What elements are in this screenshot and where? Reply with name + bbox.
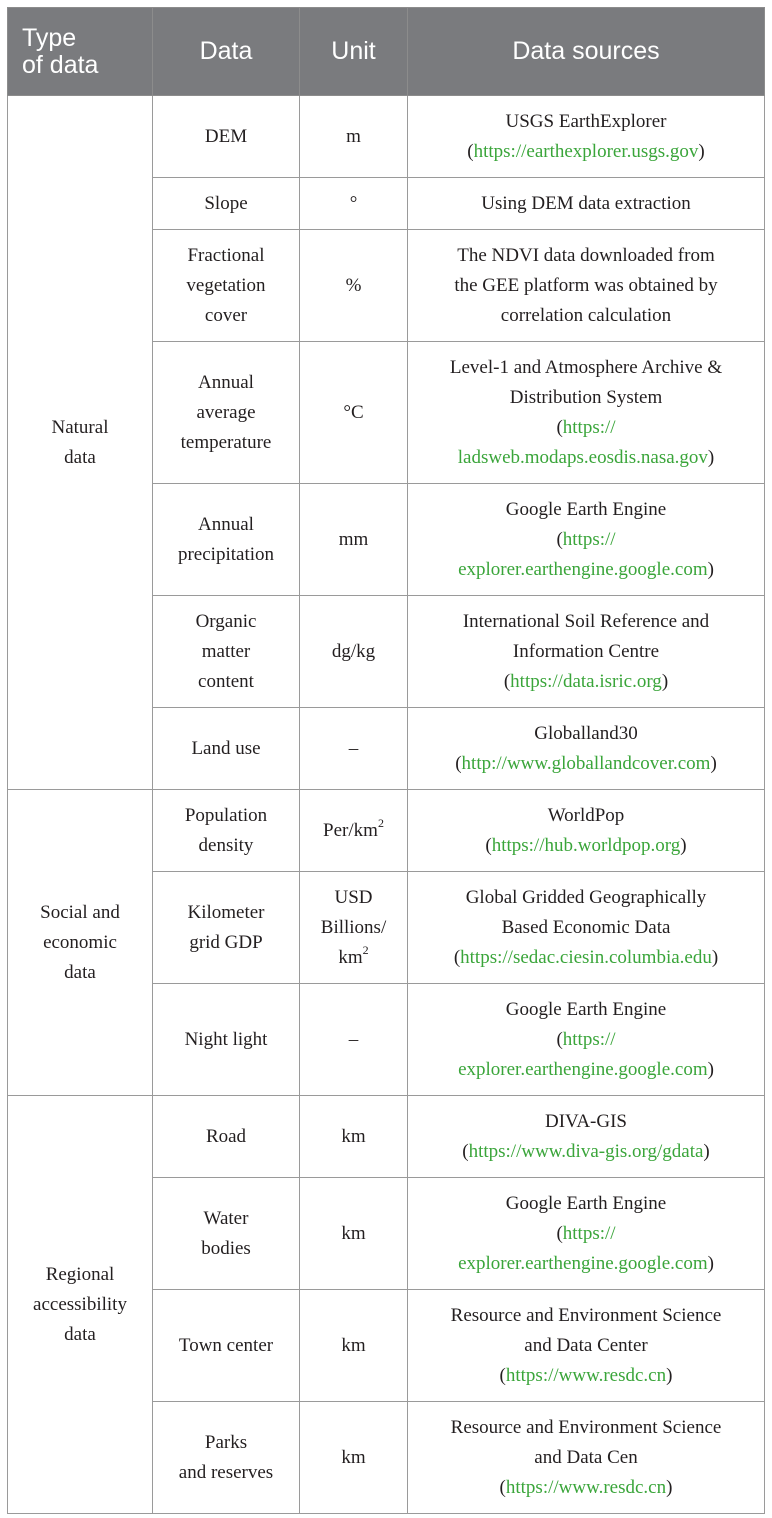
- open-paren: (: [556, 1028, 563, 1050]
- unit-value: °: [349, 192, 358, 214]
- close-paren: ): [666, 1364, 673, 1386]
- close-paren: ): [698, 140, 705, 162]
- type-of-data-line: data: [64, 961, 96, 983]
- data-cell: [153, 1402, 300, 1514]
- data-cell: [153, 596, 300, 708]
- table-row: [8, 1096, 765, 1178]
- unit-value: °C: [343, 401, 364, 423]
- source-link[interactable]: https://earthexplorer.usgs.gov: [473, 140, 699, 162]
- header-type-line-1: Type: [22, 23, 77, 52]
- data-source-cell: [408, 484, 765, 596]
- source-link[interactable]: https://www.resdc.cn: [505, 1476, 667, 1498]
- close-paren: ): [680, 834, 687, 856]
- data-line: density: [198, 834, 254, 856]
- type-of-data-line: Regional: [45, 1263, 115, 1285]
- source-link-line: [414, 1361, 758, 1391]
- data-line: content: [198, 670, 254, 692]
- source-line: Level-1 and Atmosphere Archive &: [449, 356, 723, 378]
- source-link-line: [414, 749, 758, 779]
- data-cell: [153, 342, 300, 484]
- close-paren: ): [711, 946, 719, 968]
- source-link-line: [414, 555, 758, 585]
- data-source-cell: [408, 1290, 765, 1402]
- unit-superscript: 2: [377, 815, 384, 830]
- data-line: and reserves: [178, 1461, 274, 1483]
- header-type-line-2: of data: [22, 50, 99, 79]
- close-paren: ): [707, 446, 715, 468]
- unit-value: %: [345, 274, 362, 296]
- source-line: Google Earth Engine: [505, 498, 667, 520]
- data-cell: [153, 1290, 300, 1402]
- unit-cell: [300, 178, 408, 230]
- source-link[interactable]: https://: [562, 528, 616, 550]
- type-of-data-cell: [8, 790, 153, 1096]
- unit-cell: [300, 596, 408, 708]
- unit-cell: [300, 484, 408, 596]
- source-link-line: [414, 667, 758, 697]
- data-source-cell: [408, 96, 765, 178]
- source-link[interactable]: explorer.earthengine.google.com: [458, 1058, 708, 1080]
- unit-value: km: [341, 1334, 366, 1356]
- source-link[interactable]: https://hub.worldpop.org: [491, 834, 681, 856]
- table-row: [8, 96, 765, 178]
- unit-cell: [300, 1290, 408, 1402]
- source-line: the GEE platform was obtained by: [454, 274, 718, 296]
- data-cell: [153, 96, 300, 178]
- data-line: cover: [204, 304, 248, 326]
- data-line: Population: [184, 804, 268, 826]
- data-line: matter: [201, 640, 251, 662]
- data-line: vegetation: [186, 274, 266, 296]
- source-line: Google Earth Engine: [505, 998, 667, 1020]
- data-source-cell: [408, 342, 765, 484]
- source-link[interactable]: https://sedac.ciesin.columbia.edu: [460, 946, 712, 968]
- data-source-cell: [408, 596, 765, 708]
- open-paren: (: [556, 1222, 563, 1244]
- unit-superscript: 2: [362, 942, 369, 957]
- data-source-cell: [408, 790, 765, 872]
- data-cell: [153, 984, 300, 1096]
- source-line: Resource and Environment Science: [450, 1304, 722, 1326]
- source-link[interactable]: https://data.isric.org: [510, 670, 662, 692]
- source-line: Information Centre: [512, 640, 660, 662]
- unit-cell: [300, 708, 408, 790]
- source-link-line: [414, 1137, 758, 1167]
- data-line: bodies: [201, 1237, 251, 1259]
- type-of-data-line: economic: [43, 931, 117, 953]
- type-of-data-cell: [8, 96, 153, 790]
- source-link-line: [414, 1249, 758, 1279]
- open-paren: (: [453, 946, 461, 968]
- data-line: DEM: [204, 125, 248, 147]
- close-paren: ): [666, 1476, 673, 1498]
- data-cell: [153, 230, 300, 342]
- data-cell: [153, 178, 300, 230]
- table-row: [8, 790, 765, 872]
- data-line: Kilometer: [187, 901, 265, 923]
- data-source-cell: [408, 1096, 765, 1178]
- source-link-line: [414, 1473, 758, 1503]
- source-line: International Soil Reference and: [462, 610, 710, 632]
- data-line: temperature: [180, 431, 272, 453]
- data-cell: [153, 872, 300, 984]
- data-line: Road: [205, 1125, 247, 1147]
- open-paren: (: [455, 752, 462, 774]
- type-of-data-line: data: [64, 446, 96, 468]
- data-source-cell: [408, 230, 765, 342]
- unit-cell: [300, 1178, 408, 1290]
- unit-line: Billions/: [320, 916, 387, 938]
- close-paren: ): [707, 1252, 714, 1274]
- source-link[interactable]: explorer.earthengine.google.com: [458, 558, 708, 580]
- close-paren: ): [710, 752, 717, 774]
- data-source-cell: [408, 178, 765, 230]
- open-paren: (: [556, 416, 563, 438]
- data-source-cell: [408, 1178, 765, 1290]
- source-link[interactable]: https://: [562, 416, 616, 438]
- unit-cell: [300, 790, 408, 872]
- data-line: average: [196, 401, 256, 423]
- type-of-data-line: Social and: [40, 901, 120, 923]
- unit-cell: [300, 1096, 408, 1178]
- open-paren: (: [556, 528, 563, 550]
- table-header: [8, 8, 765, 96]
- unit-cell: [300, 96, 408, 178]
- unit-value: –: [348, 1028, 359, 1050]
- data-line: Annual: [198, 513, 254, 535]
- data-cell: [153, 1178, 300, 1290]
- source-line: and Data Center: [524, 1334, 648, 1356]
- source-line: Globalland30: [534, 722, 638, 744]
- unit-value: dg/kg: [331, 640, 376, 662]
- header-unit: Unit: [300, 8, 408, 96]
- unit-cell: [300, 984, 408, 1096]
- unit-line: USD: [334, 886, 373, 908]
- open-paren: (: [462, 1140, 469, 1162]
- data-line: Fractional: [187, 244, 265, 266]
- open-paren: (: [485, 834, 492, 856]
- data-source-cell: [408, 708, 765, 790]
- source-line: The NDVI data downloaded from: [457, 244, 715, 266]
- header-data: Data: [153, 8, 300, 96]
- source-line: and Data Cen: [534, 1446, 638, 1468]
- type-of-data-line: accessibility: [33, 1293, 127, 1315]
- data-line: Slope: [204, 192, 248, 214]
- close-paren: ): [707, 1058, 714, 1080]
- table-body: [8, 96, 765, 1514]
- source-link-line: [414, 525, 758, 555]
- unit-value: km: [341, 1446, 366, 1468]
- data-line: Town center: [178, 1334, 274, 1356]
- source-link[interactable]: ladsweb.modaps.eosdis.nasa.gov: [457, 446, 708, 468]
- type-of-data-cell: [8, 1096, 153, 1514]
- source-line: USGS EarthExplorer: [505, 110, 667, 132]
- data-line: Land use: [191, 737, 261, 759]
- data-source-cell: [408, 984, 765, 1096]
- close-paren: ): [703, 1140, 710, 1162]
- unit-cell: [300, 230, 408, 342]
- unit-cell: [300, 342, 408, 484]
- source-line: Global Gridded Geographically: [465, 886, 707, 908]
- unit-value: mm: [338, 528, 369, 550]
- unit-value: km: [341, 1125, 366, 1147]
- source-line: correlation calculation: [500, 304, 672, 326]
- unit-value: km: [341, 1222, 366, 1244]
- source-line: DIVA-GIS: [545, 1110, 627, 1132]
- unit-cell: [300, 872, 408, 984]
- source-link[interactable]: http://www.globallandcover.com: [461, 752, 711, 774]
- source-link[interactable]: https://: [562, 1028, 616, 1050]
- source-line: Resource and Environment Science: [450, 1416, 722, 1438]
- type-of-data-line: data: [64, 1323, 96, 1345]
- data-line: Night light: [184, 1028, 268, 1050]
- open-paren: (: [503, 670, 511, 692]
- header-row: [8, 8, 765, 96]
- data-source-cell: [408, 1402, 765, 1514]
- data-cell: [153, 1096, 300, 1178]
- header-data-sources: Data sources: [408, 8, 765, 96]
- data-line: grid GDP: [189, 931, 263, 953]
- source-link-line: [414, 943, 758, 973]
- source-link-line: [414, 137, 758, 167]
- data-line: precipitation: [177, 543, 275, 565]
- source-link-line: [414, 831, 758, 861]
- data-line: Annual: [198, 371, 254, 393]
- open-paren: (: [467, 140, 474, 162]
- unit-value: m: [346, 125, 361, 147]
- source-line: Based Economic Data: [501, 916, 671, 938]
- source-link-line: [414, 413, 758, 443]
- source-link-line: [414, 1055, 758, 1085]
- close-paren: ): [707, 558, 714, 580]
- header-type-of-data: [8, 8, 153, 96]
- unit-value: –: [348, 737, 359, 759]
- unit-value: Per/km: [323, 819, 378, 841]
- source-link[interactable]: https://: [562, 1222, 616, 1244]
- open-paren: (: [499, 1364, 506, 1386]
- data-line: Organic: [195, 610, 257, 632]
- data-cell: [153, 790, 300, 872]
- data-line: Water: [203, 1207, 249, 1229]
- data-cell: [153, 484, 300, 596]
- source-link-line: [414, 443, 758, 473]
- unit-line: $km^2$: [338, 942, 369, 968]
- source-line: Distribution System: [509, 386, 663, 408]
- source-link[interactable]: https://www.diva-gis.org/gdata: [468, 1140, 704, 1162]
- source-link-line: [414, 1219, 758, 1249]
- source-line: Google Earth Engine: [505, 1192, 667, 1214]
- source-link[interactable]: explorer.earthengine.google.com: [458, 1252, 708, 1274]
- unit-cell: [300, 1402, 408, 1514]
- data-sources-table: [7, 7, 765, 1514]
- data-line: Parks: [204, 1431, 248, 1453]
- type-of-data-line: Natural: [51, 416, 109, 438]
- close-paren: ): [661, 670, 669, 692]
- source-link[interactable]: https://www.resdc.cn: [505, 1364, 667, 1386]
- source-line: Using DEM data extraction: [481, 192, 691, 214]
- open-paren: (: [499, 1476, 506, 1498]
- source-link-line: [414, 1025, 758, 1055]
- source-line: WorldPop: [547, 804, 625, 826]
- data-cell: [153, 708, 300, 790]
- data-source-cell: [408, 872, 765, 984]
